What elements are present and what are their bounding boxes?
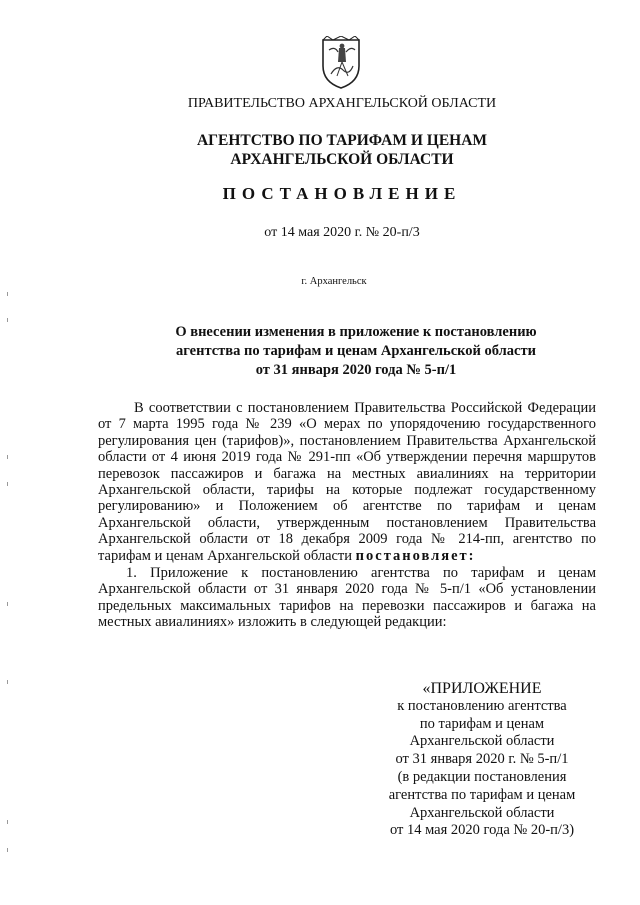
preamble-text: В соответствии с постановлением Правительства Российской Федерации от 7 марта 1995 года № 239 «О мерах по упорядочению государственного регулирования цен (тарифов)», постановлением Правительства Архангельской области от 4 июня 2019 года № 291-пп «Об утверждении перечня маршрутов перевозок пассажиров и багажа на местных авиалиниях на территории Архангельской области, тарифы на которые подлежат государственному регулированию» и Положением об агентстве по тарифам и ценам Архангельской области, утвержденным постановлением Правительства Архангельской области от 18 декабря 2009 года № 214-пп, агентство по тарифам и ценам Архангельской области — [98, 400, 596, 564]
agency-name-line2: АРХАНГЕЛЬСКОЙ ОБЛАСТИ — [230, 151, 454, 168]
item-1-paragraph: 1. Приложение к постановлению агентства по тарифам и ценам Архангельской области от 31 января 2020 года № 5-п/1 «Об установлении предельных максимальных тарифов на перевозки пассажиров и багажа на местных авиалиниях» изложить в следующей редакции: — [98, 565, 596, 631]
date-number: от 14 мая 2020 г. № 20-п/3 — [264, 225, 420, 240]
agency-name — [22, 131, 640, 169]
coat-of-arms-icon — [319, 36, 363, 90]
subject-line1: О внесении изменения в приложение к постановлению — [175, 324, 537, 340]
appendix-line5: от 31 января 2020 г. № 5-п/1 — [395, 751, 569, 768]
appendix-line8: Архангельской области — [409, 804, 555, 821]
appendix-line4: Архангельской области — [409, 733, 555, 750]
appendix-line2: к постановлению агентства — [397, 697, 567, 714]
scan-margin-marks — [0, 0, 20, 905]
appendix-line3: по тарифам и ценам — [419, 715, 545, 732]
subject-line3: от 31 января 2020 года № 5-п/1 — [255, 362, 457, 378]
agency-name-line1: АГЕНТСТВО ПО ТАРИФАМ И ЦЕНАМ — [196, 132, 488, 149]
document-subject — [36, 323, 640, 380]
document-body — [98, 400, 596, 631]
appendix-line6: (в редакции постановления — [397, 768, 567, 785]
preamble-paragraph — [98, 400, 596, 564]
government-name: ПРАВИТЕЛЬСТВО АРХАНГЕЛЬСКОЙ ОБЛАСТИ — [187, 96, 497, 111]
appendix-heading — [366, 680, 598, 840]
appendix-line1: «ПРИЛОЖЕНИЕ — [422, 680, 542, 697]
resolves-word: постановляет: — [355, 547, 476, 564]
city: г. Архангельск — [301, 276, 367, 287]
appendix-line9: от 14 мая 2020 года № 20-п/3) — [389, 822, 575, 839]
appendix-line7: агентства по тарифам и ценам — [388, 786, 576, 803]
subject-line2: агентства по тарифам и ценам Архангельской области — [176, 343, 536, 359]
document-type-title: ПОСТАНОВЛЕНИЕ — [222, 184, 462, 203]
